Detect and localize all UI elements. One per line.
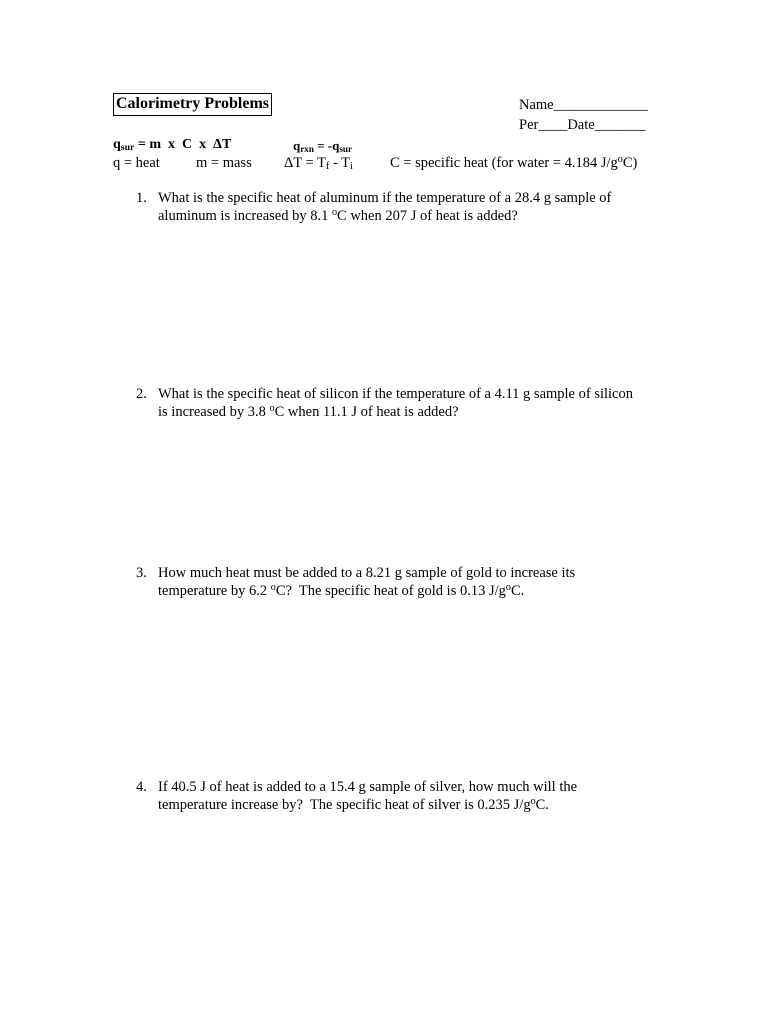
question-3-line-2 (158, 582, 678, 600)
q3-degree-1: o (270, 581, 276, 593)
legend-delta-t (284, 154, 353, 172)
q1-degree: o (331, 206, 338, 218)
q2-l2-pre: is increased by 3.8 (158, 404, 270, 420)
question-3-line-1: How much heat must be added to a 8.21 g sample of gold to increase its (158, 565, 576, 581)
q4-degree: o (530, 795, 536, 807)
question-1-line-1: What is the specific heat of aluminum if the temperature of a 28.4 g sample of (158, 190, 612, 206)
reaction-q: q (293, 138, 301, 153)
q3-l2-pre: temperature by 6.2 (158, 583, 271, 599)
legend-c-prefix: C = specific heat (for water = 4.184 J/g (390, 155, 618, 171)
legend-dt-prefix: ΔT = T (284, 155, 326, 171)
question-1-line-2 (158, 207, 678, 225)
worksheet-title: Calorimetry Problems (113, 93, 272, 116)
q2-l2-post: C when 11.1 J of heat is added? (274, 404, 459, 420)
question-2-line-1: What is the specific heat of silicon if the temperature of a 4.11 g sample of silicon (158, 386, 633, 402)
q4-l2-pre: temperature increase by? The specific heat of silver is 0.235 J/g (158, 797, 531, 813)
legend-heat: q = heat (113, 155, 160, 171)
formula-q: q (113, 137, 121, 152)
q3-l2-post: C. (510, 583, 525, 599)
question-2-number: 2. (136, 386, 147, 402)
legend-specific-heat (390, 154, 637, 172)
heat-formula (113, 136, 231, 154)
legend-mass: m = mass (196, 155, 252, 171)
question-4-line-1: If 40.5 J of heat is added to a 15.4 g sample of silver, how much will the (158, 779, 578, 795)
question-3-number: 3. (136, 565, 147, 581)
reaction-mid: = -q (313, 138, 340, 153)
formula-q-subscript: sur (120, 141, 135, 153)
q1-l2-post: C when 207 J of heat is added? (337, 208, 518, 224)
legend-dt-i: i (350, 161, 353, 173)
reaction-formula (293, 137, 352, 155)
reaction-sur-subscript: sur (339, 143, 352, 154)
question-4-text (158, 778, 678, 814)
legend-c-degree: o (617, 153, 623, 165)
q3-degree-2: o (505, 581, 511, 593)
q1-l2-pre: aluminum is increased by 8.1 (158, 208, 332, 224)
formula-rest: = m x C x ΔT (134, 137, 232, 152)
q4-l2-post: C. (535, 797, 549, 813)
question-2-line-2 (158, 403, 678, 421)
question-4-number: 4. (136, 779, 147, 795)
q3-l2-mid: C? The specific heat of gold is 0.13 J/g (275, 583, 506, 599)
period-date-field-line: Per____Date_______ (519, 117, 646, 133)
question-3-text (158, 564, 678, 600)
q2-degree: o (269, 402, 275, 414)
legend-c-suffix: C) (622, 155, 638, 171)
question-4-line-2 (158, 796, 678, 814)
legend-dt-mid: - T (329, 155, 351, 171)
reaction-q-subscript: rxn (300, 143, 314, 154)
legend-dt-f: f (325, 161, 330, 173)
question-1-text (158, 189, 678, 225)
question-1-number: 1. (136, 190, 147, 206)
name-field-line: Name_____________ (519, 97, 648, 113)
question-2-text (158, 385, 678, 421)
